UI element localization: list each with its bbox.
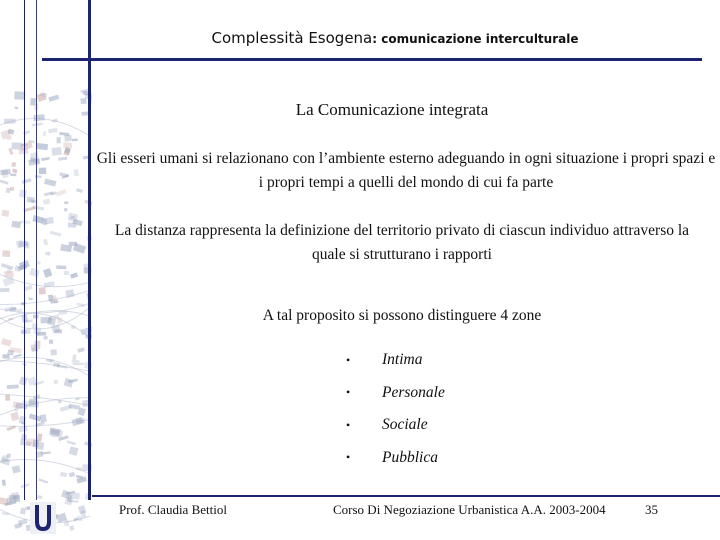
footer-course: Corso Di Negoziazione Urbanistica A.A. 2003-2004 [333, 502, 606, 517]
list-item [340, 344, 445, 377]
page-number: 35 [645, 502, 658, 517]
paragraph-zones-intro: A tal proposito si possono distinguere 4 zone [262, 307, 542, 324]
list-item [340, 442, 445, 475]
footer-rule [92, 495, 720, 497]
header-rule [42, 58, 702, 61]
bullet: • [346, 385, 351, 400]
vertical-rule-middle [36, 0, 37, 500]
bullet: • [346, 450, 351, 465]
list-item [340, 409, 445, 442]
zone-label: Intima [382, 351, 423, 369]
city-map-decoration [0, 0, 92, 540]
zone-label: Pubblica [382, 448, 438, 466]
zone-label: Personale [382, 383, 445, 401]
header-title-sub: : comunicazione interculturale [372, 32, 579, 46]
list-item [340, 377, 445, 410]
university-logo-icon [30, 502, 56, 534]
zone-label: Sociale [382, 416, 428, 434]
paragraph-humans: Gli esseri umani si relazionano con l’ambiente esterno adeguando in ogni situazione i propri spazi e i propri tempi a quelli del mondo di cui fa parte [96, 150, 716, 191]
section-heading: La Comunicazione integrata [295, 100, 489, 119]
paragraph-distance: La distanza rappresenta la definizione del territorio privato di ciascun individuo attraverso la quale si strutturano i rapporti [114, 222, 690, 263]
header-title-main: Complessità Esogena [211, 29, 373, 47]
zones-list [340, 344, 445, 474]
vertical-rule-main [88, 0, 91, 500]
city-map-icon [0, 0, 92, 540]
bullet: • [346, 417, 351, 432]
bullet: • [346, 352, 351, 367]
slide-header [120, 29, 670, 47]
footer-author: Prof. Claudia Bettiol [119, 502, 227, 517]
vertical-rule-left [24, 0, 25, 500]
